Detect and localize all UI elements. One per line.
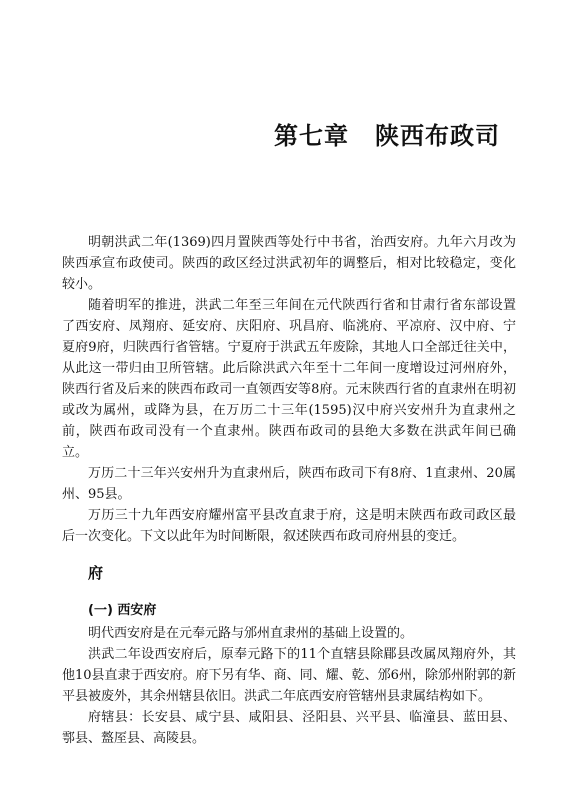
chapter-number: 第七章 [274, 122, 349, 150]
paragraph: 万历二十三年兴安州升为直隶州后，陕西布政司下有8府、1直隶州、20属州、95县。 [62, 466, 516, 502]
paragraph: 随着明军的推进，洪武二年至三年间在元代陕西行省和甘肃行省东部设置了西安府、凤翔府、延安府、庆阳府、巩昌府、临洮府、平凉府、汉中府、宁夏府9府，归陕西行省管辖。宁夏府于洪武五年废除，其地人口全部迁往关中，从此这一带归由卫所管辖。此后除洪武六年至十二年间一度增设过河州府外，陕西行省及后来的陕西布政司一直领西安等8府。元末陕西行省的直隶州在明初或改为属州，或降为县，在万历二十三年(1595)汉中府兴安州升为直隶州之前，陕西布政司没有一个直隶州。陕西布政司的县绝大多数在洪武年间已确立。 [62, 298, 516, 460]
chapter-name: 陕西布政司 [375, 122, 500, 150]
paragraph: 明朝洪武二年(1369)四月置陕西等处行中书省，治西安府。九年六月改为陕西承宣布政使司。陕西的政区经过洪武初年的调整后，相对比较稳定，变化较小。 [62, 235, 516, 292]
paragraph: 万历三十九年西安府耀州富平县改直隶于府，这是明末陕西布政司政区最后一次变化。下文以此年为时间断限，叙述陕西布政司府州县的变迁。 [62, 508, 516, 544]
section-body [62, 600, 516, 749]
paragraph: 洪武二年设西安府后，原奉元路下的11个直辖县除郿县改属凤翔府外，其他10县直隶于西安府。府下另有华、商、同、耀、乾、邠6州，除邠州附郭的新平县被废外，其余州辖县依旧。洪武二年底西安府管辖州县隶属结构如下。 [62, 647, 516, 704]
intro-body [62, 232, 516, 547]
chapter-title [274, 116, 500, 151]
paragraph: 府辖县：长安县、咸宁县、咸阳县、泾阳县、兴平县、临潼县、蓝田县、鄠县、盩厔县、高陵县。 [62, 710, 516, 746]
section-heading: 府 [88, 564, 104, 582]
subsection-heading: (一) 西安府 [88, 603, 157, 618]
paragraph: 明代西安府是在元奉元路与邠州直隶州的基础上设置的。 [88, 626, 414, 641]
